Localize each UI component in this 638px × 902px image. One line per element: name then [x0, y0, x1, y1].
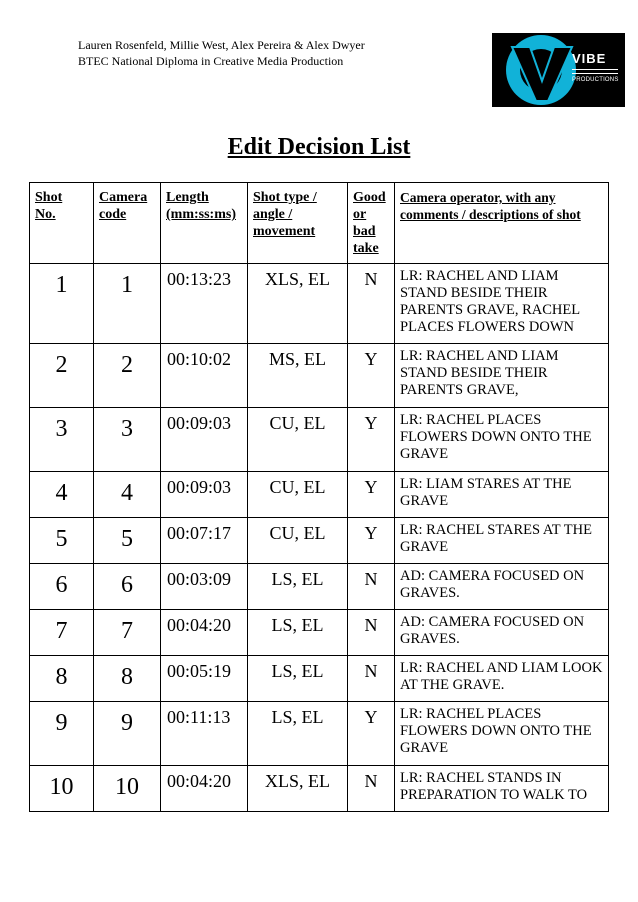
- take-quality-cell: Y: [348, 702, 395, 766]
- shot-type-cell: XLS, EL: [248, 264, 348, 344]
- table-row: [30, 472, 609, 518]
- take-quality-cell: N: [348, 264, 395, 344]
- table-row: [30, 766, 609, 812]
- comment-cell: LR: RACHEL AND LIAM STAND BESIDE THEIR PARENTS GRAVE, RACHEL PLACES FLOWERS DOWN: [395, 264, 609, 344]
- take-quality-cell: Y: [348, 518, 395, 564]
- shot-type-cell: LS, EL: [248, 702, 348, 766]
- header-shot-type: Shot type / angle / movement: [248, 183, 348, 264]
- comment-cell: LR: RACHEL STARES AT THE GRAVE: [395, 518, 609, 564]
- logo-divider: [572, 73, 618, 74]
- take-quality-cell: Y: [348, 408, 395, 472]
- shot-type-cell: MS, EL: [248, 344, 348, 408]
- table-row: [30, 702, 609, 766]
- table-row: [30, 518, 609, 564]
- table-header-row: [30, 183, 609, 264]
- comment-cell: LR: RACHEL AND LIAM STAND BESIDE THEIR PARENTS GRAVE,: [395, 344, 609, 408]
- shot-number-cell: 10: [30, 766, 94, 812]
- camera-code-cell: 4: [94, 472, 161, 518]
- comment-cell: LR: LIAM STARES AT THE GRAVE: [395, 472, 609, 518]
- vibe-productions-logo: [492, 33, 625, 107]
- edit-decision-table: [29, 182, 609, 812]
- table-row: [30, 344, 609, 408]
- header-good-bad: Good or bad take: [348, 183, 395, 264]
- length-cell: 00:05:19: [161, 656, 248, 702]
- camera-code-cell: 3: [94, 408, 161, 472]
- header-comments: Camera operator, with any comments / descriptions of shot: [395, 183, 609, 264]
- shot-number-cell: 5: [30, 518, 94, 564]
- course-line: BTEC National Diploma in Creative Media Production: [78, 54, 344, 68]
- camera-code-cell: 10: [94, 766, 161, 812]
- take-quality-cell: N: [348, 610, 395, 656]
- authors-line: Lauren Rosenfeld, Millie West, Alex Pereira & Alex Dwyer: [78, 38, 365, 52]
- header-camera-code: Camera code: [94, 183, 161, 264]
- take-quality-cell: N: [348, 656, 395, 702]
- take-quality-cell: N: [348, 766, 395, 812]
- page-title: Edit Decision List: [227, 134, 411, 160]
- shot-type-cell: LS, EL: [248, 656, 348, 702]
- header-length: Length (mm:ss:ms): [161, 183, 248, 264]
- logo-v-icon: [506, 39, 576, 105]
- length-cell: 00:03:09: [161, 564, 248, 610]
- logo-divider: [572, 69, 618, 70]
- length-cell: 00:07:17: [161, 518, 248, 564]
- comment-cell: AD: CAMERA FOCUSED ON GRAVES.: [395, 610, 609, 656]
- camera-code-cell: 5: [94, 518, 161, 564]
- length-cell: 00:09:03: [161, 472, 248, 518]
- table-row: [30, 656, 609, 702]
- table-row: [30, 264, 609, 344]
- length-cell: 00:10:02: [161, 344, 248, 408]
- camera-code-cell: 9: [94, 702, 161, 766]
- length-cell: 00:13:23: [161, 264, 248, 344]
- shot-number-cell: 2: [30, 344, 94, 408]
- take-quality-cell: N: [348, 564, 395, 610]
- length-cell: 00:04:20: [161, 610, 248, 656]
- shot-number-cell: 6: [30, 564, 94, 610]
- comment-cell: LR: RACHEL PLACES FLOWERS DOWN ONTO THE GRAVE: [395, 408, 609, 472]
- shot-type-cell: CU, EL: [248, 518, 348, 564]
- length-cell: 00:11:13: [161, 702, 248, 766]
- shot-type-cell: CU, EL: [248, 472, 348, 518]
- take-quality-cell: Y: [348, 472, 395, 518]
- shot-number-cell: 7: [30, 610, 94, 656]
- camera-code-cell: 6: [94, 564, 161, 610]
- logo-word: VIBE: [572, 51, 607, 66]
- shot-type-cell: LS, EL: [248, 610, 348, 656]
- length-cell: 00:09:03: [161, 408, 248, 472]
- shot-number-cell: 4: [30, 472, 94, 518]
- header-shot-no: Shot No.: [30, 183, 94, 264]
- author-header: [78, 37, 365, 69]
- shot-number-cell: 1: [30, 264, 94, 344]
- table-row: [30, 610, 609, 656]
- shot-number-cell: 3: [30, 408, 94, 472]
- shot-number-cell: 8: [30, 656, 94, 702]
- shot-type-cell: CU, EL: [248, 408, 348, 472]
- shot-type-cell: LS, EL: [248, 564, 348, 610]
- comment-cell: LR: RACHEL AND LIAM LOOK AT THE GRAVE.: [395, 656, 609, 702]
- length-cell: 00:04:20: [161, 766, 248, 812]
- take-quality-cell: Y: [348, 344, 395, 408]
- comment-cell: AD: CAMERA FOCUSED ON GRAVES.: [395, 564, 609, 610]
- camera-code-cell: 1: [94, 264, 161, 344]
- camera-code-cell: 8: [94, 656, 161, 702]
- table-row: [30, 564, 609, 610]
- shot-number-cell: 9: [30, 702, 94, 766]
- camera-code-cell: 2: [94, 344, 161, 408]
- camera-code-cell: 7: [94, 610, 161, 656]
- comment-cell: LR: RACHEL STANDS IN PREPARATION TO WALK TO: [395, 766, 609, 812]
- table-row: [30, 408, 609, 472]
- shot-type-cell: XLS, EL: [248, 766, 348, 812]
- comment-cell: LR: RACHEL PLACES FLOWERS DOWN ONTO THE GRAVE: [395, 702, 609, 766]
- logo-subtitle: PRODUCTIONS: [572, 77, 619, 83]
